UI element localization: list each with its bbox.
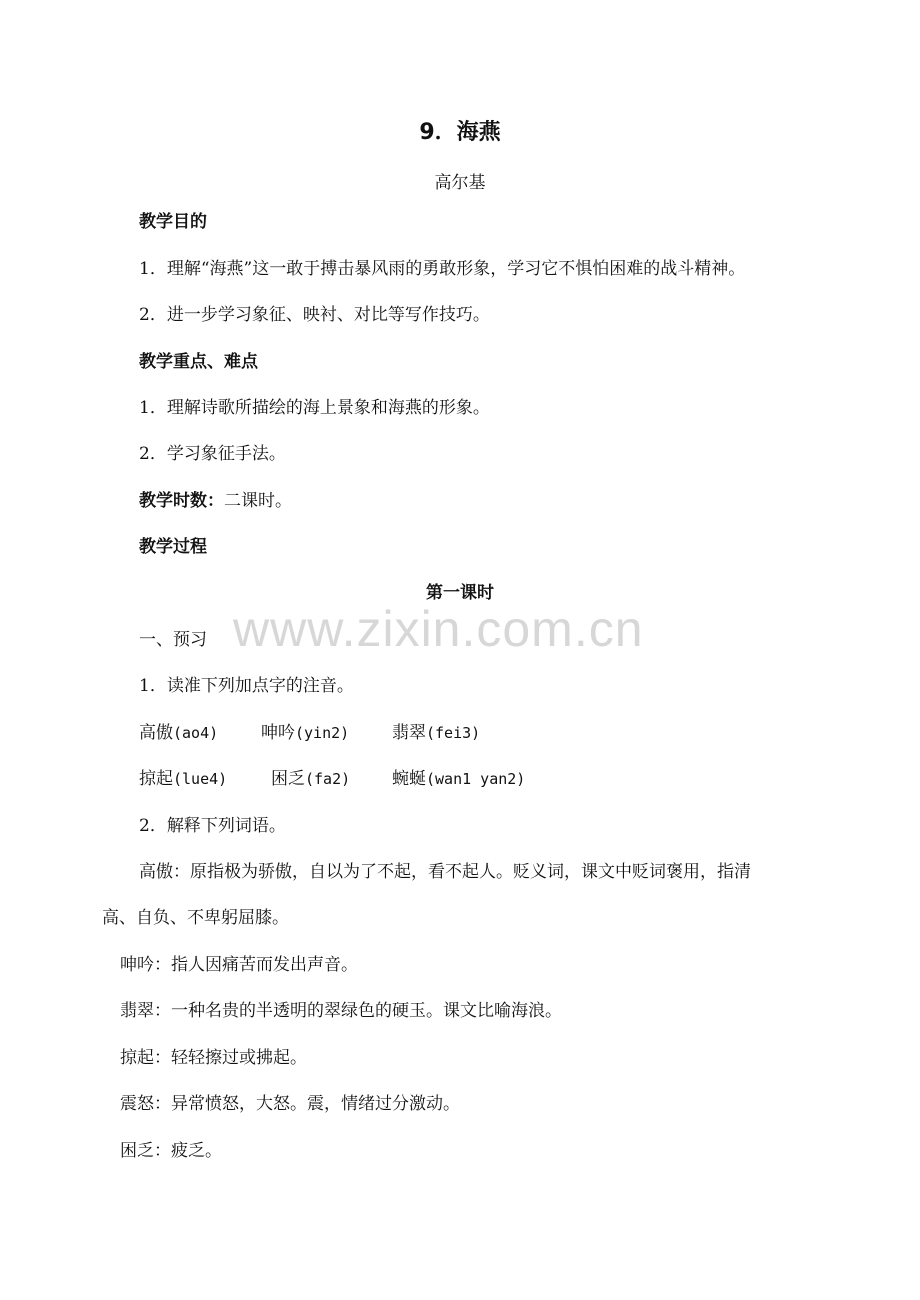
definition-gaoao: 高傲：原指极为骄傲，自以为了不起，看不起人。贬义词，课文中贬词褒用，指清 xyxy=(139,862,751,882)
definition-feicui: 翡翠：一种名贵的半透明的翠绿色的硬玉。课文比喻海浪。 xyxy=(120,1001,562,1021)
focus-1: 1．理解诗歌所描绘的海上景象和海燕的形象。 xyxy=(139,398,490,418)
goal-2: 2．进一步学习象征、映衬、对比等写作技巧。 xyxy=(139,305,490,325)
pinyin-item xyxy=(271,767,350,791)
definition-zhennu: 震怒：异常愤怒，大怒。震，情绪过分激动。 xyxy=(120,1094,460,1114)
focus-heading: 教学重点、难点 xyxy=(139,352,258,372)
definition-kunfa: 困乏：疲乏。 xyxy=(120,1141,222,1161)
definition-shenyin: 呻吟：指人因痛苦而发出声音。 xyxy=(120,955,358,975)
process-heading: 教学过程 xyxy=(139,537,207,557)
pinyin-reading: (fei3) xyxy=(426,724,481,742)
hours-value: 二课时。 xyxy=(224,491,292,511)
pinyin-word: 呻吟 xyxy=(261,723,295,743)
page-title: 9．海燕 xyxy=(419,120,501,145)
pinyin-reading: (lue4) xyxy=(173,770,228,788)
preview-item-1: 1．读准下列加点字的注音。 xyxy=(139,676,354,696)
hours-line xyxy=(139,489,292,513)
pinyin-item xyxy=(139,767,227,791)
pinyin-item xyxy=(261,721,349,745)
definition-lueqi: 掠起：轻轻擦过或拂起。 xyxy=(120,1048,307,1068)
lesson-heading: 第一课时 xyxy=(426,583,494,603)
watermark: www.zixin.com.cn xyxy=(233,601,644,657)
pinyin-word: 高傲 xyxy=(139,723,173,743)
pinyin-reading: (fa2) xyxy=(305,770,351,788)
definition-gaoao-cont: 高、自负、不卑躬屈膝。 xyxy=(102,908,289,928)
pinyin-word: 掠起 xyxy=(139,769,173,789)
goal-1: 1．理解“海燕”这一敢于搏击暴风雨的勇敢形象，学习它不惧怕困难的战斗精神。 xyxy=(139,259,746,279)
pinyin-reading: (yin2) xyxy=(295,724,350,742)
pinyin-item xyxy=(392,767,525,791)
focus-2: 2．学习象征手法。 xyxy=(139,444,286,464)
pinyin-item xyxy=(392,721,480,745)
pinyin-word: 蜿蜒 xyxy=(392,769,426,789)
hours-heading: 教学时数： xyxy=(139,491,224,511)
preview-heading: 一、预习 xyxy=(139,630,207,650)
pinyin-word: 困乏 xyxy=(271,769,305,789)
author-name: 高尔基 xyxy=(434,173,486,193)
pinyin-reading: (wan1 yan2) xyxy=(426,770,526,788)
preview-item-2: 2．解释下列词语。 xyxy=(139,816,286,836)
pinyin-word: 翡翠 xyxy=(392,723,426,743)
pinyin-reading: (ao4) xyxy=(173,724,219,742)
goals-heading: 教学目的 xyxy=(139,212,207,232)
pinyin-item xyxy=(139,721,218,745)
